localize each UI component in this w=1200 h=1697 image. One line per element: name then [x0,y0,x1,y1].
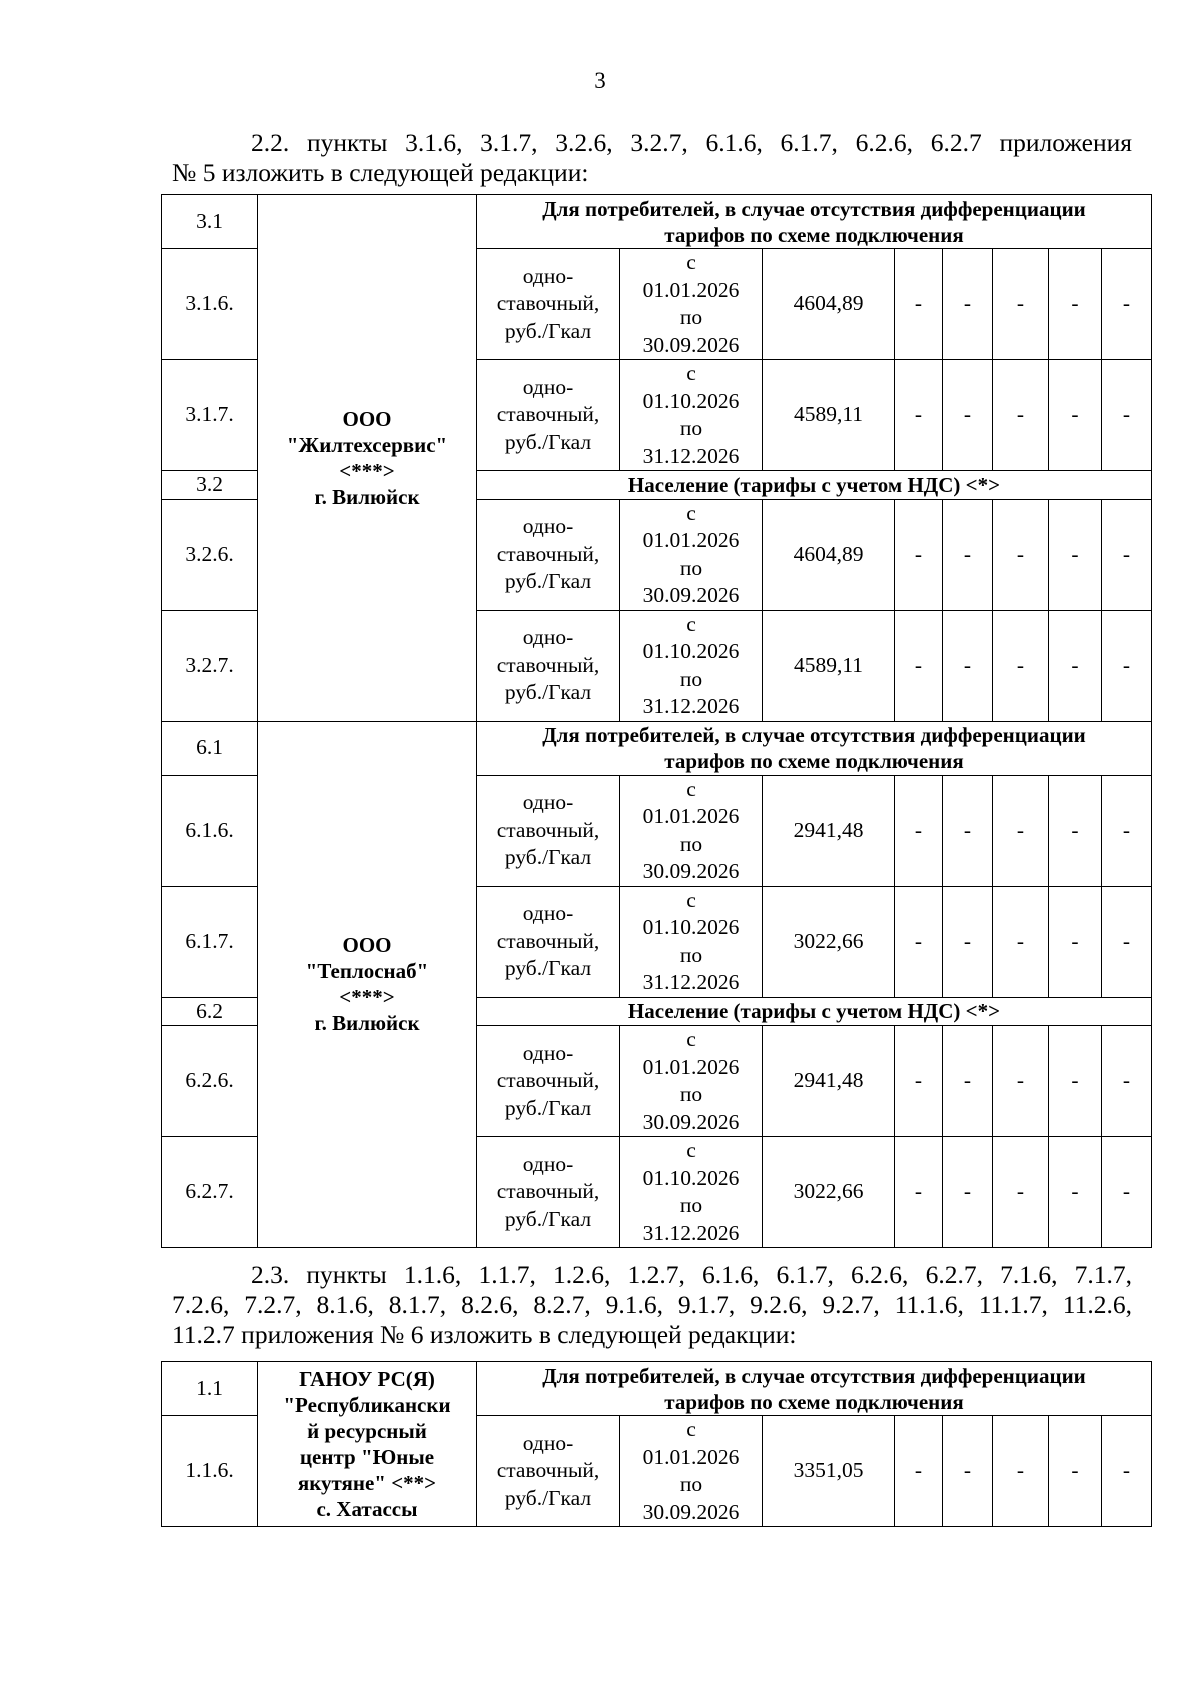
period-cell [620,360,763,471]
tariff-type-line: одно- [522,514,574,539]
category-header-cell: Население (тарифы с учетом НДС) <*> [477,471,1152,500]
empty-value-cell: - [993,499,1049,610]
period-line: по [679,666,703,691]
tariff-value-cell: 2941,48 [763,1026,895,1137]
tariff-type-line: одно- [522,263,574,288]
tariff-type-line: руб./Гкал [504,1485,592,1510]
section-header-line: Для потребителей, в случае отсутствия дифференциации [542,723,1086,747]
period-cell [620,1416,763,1527]
empty-value-cell: - [1049,886,1102,997]
section-header-cell [477,195,1152,249]
tariff-type-line: ставочный, [496,652,600,677]
item-number-cell: 6.1.7. [162,886,258,997]
tariff-type-line: руб./Гкал [504,845,592,870]
empty-value-cell: - [895,610,943,721]
tariff-table-appendix-6 [161,1361,1152,1527]
period-line: 01.01.2026 [642,277,740,302]
period-line: 31.12.2026 [642,694,740,718]
period-line: 30.09.2026 [642,1109,740,1134]
section-row [162,195,1152,249]
item-number-cell: 6.1.6. [162,775,258,886]
period-line: 30.09.2026 [642,583,740,607]
tariff-type-line: руб./Гкал [504,429,592,454]
period-line: 01.01.2026 [642,1444,740,1469]
tariff-type-line: ставочный, [496,928,600,953]
period-line: 31.12.2026 [642,443,740,468]
section-header-line: тарифов по схеме подключения [664,222,964,247]
empty-value-cell: - [1049,1137,1102,1248]
tariff-type-line: руб./Гкал [504,318,592,343]
paragraph-line: 2.3. пункты 1.1.6, 1.1.7, 1.2.6, 1.2.7, 6.1.6, 6.1.7, 6.2.6, 6.2.7, 7.1.6, 7.1.7, [251,1260,1132,1289]
period-line: 01.01.2026 [642,1054,740,1079]
empty-value-cell: - [1102,1416,1152,1527]
tariff-type-line: одно- [522,790,574,815]
organization-line: <***> [339,985,395,1010]
tariff-type-line: одно- [522,625,574,650]
empty-value-cell: - [1102,1137,1152,1248]
tariff-type-line: одно- [522,374,574,399]
empty-value-cell: - [993,1026,1049,1137]
organization-cell [258,1362,477,1527]
tariff-type-line: одно- [522,1040,574,1065]
empty-value-cell: - [1049,360,1102,471]
empty-value-cell: - [1049,499,1102,610]
item-number-cell: 6.2.6. [162,1026,258,1137]
organization-line: ГАНОУ РС(Я) [299,1367,435,1391]
tariff-value-cell: 4604,89 [763,499,895,610]
period-line: 30.09.2026 [642,859,740,883]
period-line: 01.10.2026 [642,915,740,939]
page-number: 3 [594,68,606,93]
period-line: 31.12.2026 [642,970,740,994]
empty-value-cell: - [895,1137,943,1248]
tariff-value-cell: 3022,66 [763,886,895,997]
period-line: по [679,305,703,329]
tariff-type-cell [477,610,620,721]
period-cell [620,610,763,721]
tariff-type-line: руб./Гкал [504,1206,592,1231]
tariff-type-line: руб./Гкал [504,680,592,705]
organization-line: "Республикански [283,1393,451,1417]
item-number-cell: 1.1.6. [162,1416,258,1527]
tariff-type-line: ставочный, [496,541,600,566]
paragraph-line: 7.2.6, 7.2.7, 8.1.6, 8.1.7, 8.2.6, 8.2.7, 9.1.6, 9.1.7, 9.2.6, 9.2.7, 11.1.6, 11.1.7, 11.2.6, [172,1290,1132,1319]
empty-value-cell: - [943,775,993,886]
empty-value-cell: - [1102,886,1152,997]
period-cell [620,499,763,610]
tariff-type-cell [477,1137,620,1248]
period-line: 01.10.2026 [642,1165,740,1190]
period-line: 31.12.2026 [642,1220,740,1245]
paragraph-2-2 [172,128,1132,188]
period-line: 30.09.2026 [642,332,740,357]
organization-cell [258,195,477,722]
period-cell [620,1137,763,1248]
organization-line: "Теплоснаб" [305,959,429,984]
period-line: с [686,887,696,912]
tariff-type-line: руб./Гкал [504,956,592,981]
empty-value-cell: - [993,249,1049,360]
empty-value-cell: - [993,1137,1049,1248]
period-line: 01.10.2026 [642,639,740,663]
organization-line: ООО [342,406,392,431]
tariff-value-cell: 2941,48 [763,775,895,886]
empty-value-cell: - [1102,499,1152,610]
tariff-table-appendix-5 [161,194,1152,1248]
empty-value-cell: - [1102,610,1152,721]
paragraph-line: 2.2. пункты 3.1.6, 3.1.7, 3.2.6, 3.2.7, 6.1.6, 6.1.7, 6.2.6, 6.2.7 приложения [251,128,1132,157]
organization-cell [258,721,477,1248]
period-line: по [679,1193,703,1217]
empty-value-cell: - [943,1026,993,1137]
organization-line: центр "Юные [299,1445,435,1469]
empty-value-cell: - [993,775,1049,886]
paragraph-line: № 5 изложить в следующей редакции: [172,158,589,187]
tariff-type-cell [477,886,620,997]
empty-value-cell: - [993,610,1049,721]
section-header-line: Для потребителей, в случае отсутствия дифференциации [542,1363,1086,1388]
tariff-type-line: ставочный, [496,817,600,842]
tariff-value-cell: 3022,66 [763,1137,895,1248]
empty-value-cell: - [1049,249,1102,360]
section-number-cell: 6.1 [162,721,258,775]
empty-value-cell: - [993,1416,1049,1527]
period-line: с [686,1027,696,1051]
section-number-cell: 3.2 [162,471,258,500]
tariff-type-line: руб./Гкал [504,1095,592,1120]
empty-value-cell: - [1102,360,1152,471]
period-line: 30.09.2026 [642,1499,740,1524]
tariff-type-cell [477,360,620,471]
empty-value-cell: - [943,499,993,610]
tariff-type-cell [477,1416,620,1527]
section-header-line: Для потребителей, в случае отсутствия дифференциации [542,196,1086,221]
empty-value-cell: - [943,1137,993,1248]
period-line: по [679,942,703,967]
period-line: 01.01.2026 [642,804,740,828]
tariff-value-cell: 4604,89 [763,249,895,360]
item-number-cell: 3.2.7. [162,610,258,721]
section-row [162,721,1152,775]
empty-value-cell: - [895,886,943,997]
tariff-type-line: одно- [522,901,574,926]
empty-value-cell: - [895,360,943,471]
period-line: по [679,555,703,580]
period-line: 01.10.2026 [642,388,740,413]
item-number-cell: 3.1.7. [162,360,258,471]
period-line: по [679,1472,703,1496]
period-line: с [686,361,696,385]
section-row [162,1362,1152,1416]
organization-line: якутяне" <**> [297,1471,437,1495]
section-number-cell: 1.1 [162,1362,258,1416]
organization-line: с. Хатассы [316,1497,418,1521]
empty-value-cell: - [993,360,1049,471]
tariff-type-cell [477,499,620,610]
tariff-value-cell: 4589,11 [763,610,895,721]
tariff-type-line: одно- [522,1151,574,1176]
empty-value-cell: - [943,1416,993,1527]
empty-value-cell: - [1102,1026,1152,1137]
period-line: 01.01.2026 [642,528,740,552]
empty-value-cell: - [895,1416,943,1527]
item-number-cell: 3.1.6. [162,249,258,360]
empty-value-cell: - [943,360,993,471]
organization-line: <***> [339,458,395,483]
period-line: с [686,1417,696,1441]
organization-line: "Жилтехсервис" [286,432,448,457]
tariff-value-cell: 4589,11 [763,360,895,471]
empty-value-cell: - [1049,1416,1102,1527]
empty-value-cell: - [895,499,943,610]
tariff-type-line: ставочный, [496,1179,600,1204]
period-line: с [686,500,696,525]
organization-line: й ресурсный [307,1419,427,1443]
tariff-type-cell [477,1026,620,1137]
empty-value-cell: - [1049,775,1102,886]
section-header-cell [477,1362,1152,1416]
section-number-cell: 3.1 [162,195,258,249]
empty-value-cell: - [1049,1026,1102,1137]
tariff-type-line: ставочный, [496,402,600,427]
tariff-type-cell [477,249,620,360]
empty-value-cell: - [1102,249,1152,360]
tariff-type-line: ставочный, [496,1068,600,1093]
paragraph-2-3 [172,1260,1132,1350]
period-cell [620,886,763,997]
period-cell [620,1026,763,1137]
organization-line: ООО [342,933,392,958]
empty-value-cell: - [895,775,943,886]
category-header-cell: Население (тарифы с учетом НДС) <*> [477,997,1152,1026]
tariff-type-cell [477,775,620,886]
item-number-cell: 6.2.7. [162,1137,258,1248]
period-line: с [686,250,696,274]
empty-value-cell: - [943,610,993,721]
period-line: по [679,416,703,440]
period-line: с [686,611,696,636]
period-line: по [679,831,703,856]
tariff-type-line: ставочный, [496,291,600,316]
empty-value-cell: - [895,1026,943,1137]
empty-value-cell: - [943,249,993,360]
tariff-value-cell: 3351,05 [763,1416,895,1527]
empty-value-cell: - [1049,610,1102,721]
tariff-type-line: руб./Гкал [504,569,592,594]
item-number-cell: 3.2.6. [162,499,258,610]
empty-value-cell: - [993,886,1049,997]
tariff-type-line: одно- [522,1430,574,1455]
organization-line: г. Вилюйск [314,1011,420,1036]
section-header-line: тарифов по схеме подключения [664,1389,964,1414]
period-line: с [686,1138,696,1162]
tariff-type-line: ставочный, [496,1458,600,1483]
section-header-cell [477,721,1152,775]
section-header-line: тарифов по схеме подключения [664,749,964,773]
period-line: с [686,776,696,801]
empty-value-cell: - [943,886,993,997]
paragraph-line: 11.2.7 приложения № 6 изложить в следующей редакции: [172,1320,797,1349]
empty-value-cell: - [1102,775,1152,886]
period-cell [620,775,763,886]
organization-line: г. Вилюйск [314,484,420,509]
section-number-cell: 6.2 [162,997,258,1026]
period-cell [620,249,763,360]
period-line: по [679,1082,703,1106]
empty-value-cell: - [895,249,943,360]
